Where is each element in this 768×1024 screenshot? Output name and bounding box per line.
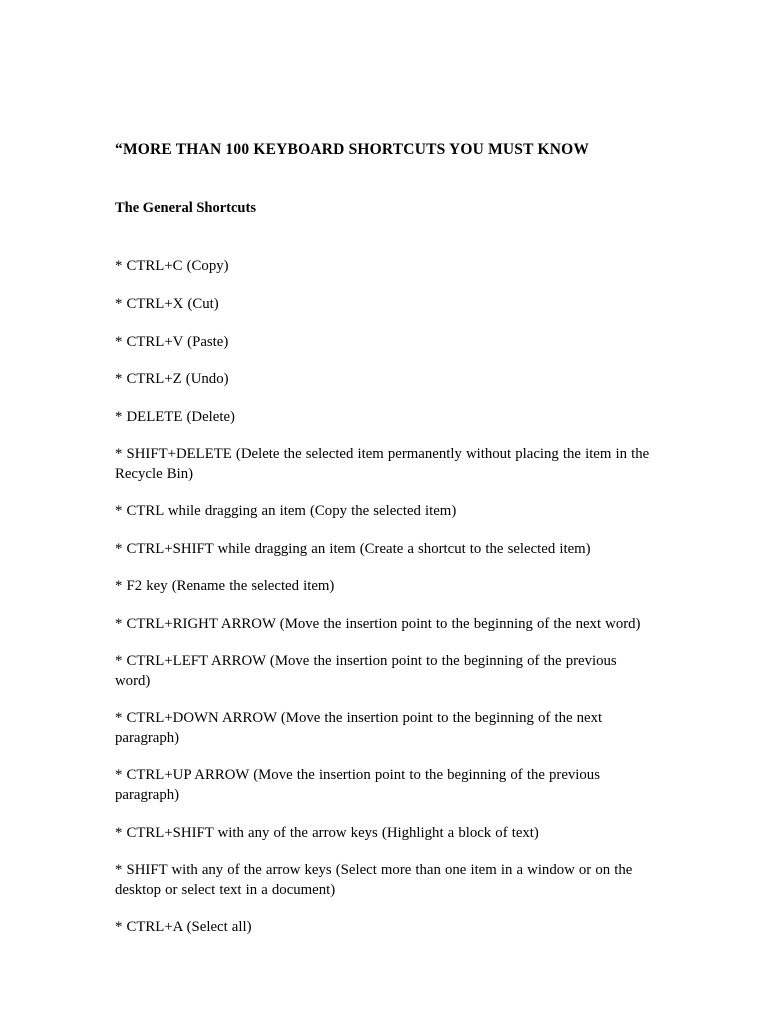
list-item: * CTRL while dragging an item (Copy the selected item) bbox=[115, 503, 457, 520]
list-item: * F2 key (Rename the selected item) bbox=[115, 578, 335, 595]
section-heading-general-shortcuts: The General Shortcuts bbox=[115, 199, 256, 216]
shortcut-list bbox=[115, 257, 655, 937]
list-item: * CTRL+Z (Undo) bbox=[115, 371, 229, 388]
list-item: * SHIFT with any of the arrow keys (Select more than one item in a window or on the desktop or select text in a document) bbox=[115, 862, 633, 898]
list-item: * CTRL+RIGHT ARROW (Move the insertion point to the beginning of the next word) bbox=[115, 615, 641, 632]
list-item: * CTRL+DOWN ARROW (Move the insertion point to the beginning of the next paragraph) bbox=[115, 710, 603, 746]
list-item: * CTRL+C (Copy) bbox=[115, 258, 229, 275]
list-item: * CTRL+X (Cut) bbox=[115, 296, 219, 313]
list-item: * CTRL+SHIFT while dragging an item (Create a shortcut to the selected item) bbox=[115, 540, 591, 557]
list-item: * DELETE (Delete) bbox=[115, 408, 235, 425]
list-item: * CTRL+UP ARROW (Move the insertion point to the beginning of the previous paragraph) bbox=[115, 767, 600, 803]
document-title: “MORE THAN 100 KEYBOARD SHORTCUTS YOU MUST KNOW bbox=[115, 141, 590, 158]
list-item: * CTRL+A (Select all) bbox=[115, 919, 252, 936]
list-item: * SHIFT+DELETE (Delete the selected item permanently without placing the item in the Recycle Bin) bbox=[115, 446, 650, 482]
list-item: * CTRL+V (Paste) bbox=[115, 333, 229, 350]
list-item: * CTRL+SHIFT with any of the arrow keys (Highlight a block of text) bbox=[115, 824, 539, 841]
list-item: * CTRL+LEFT ARROW (Move the insertion point to the beginning of the previous word) bbox=[115, 653, 617, 689]
document-body bbox=[115, 140, 655, 956]
